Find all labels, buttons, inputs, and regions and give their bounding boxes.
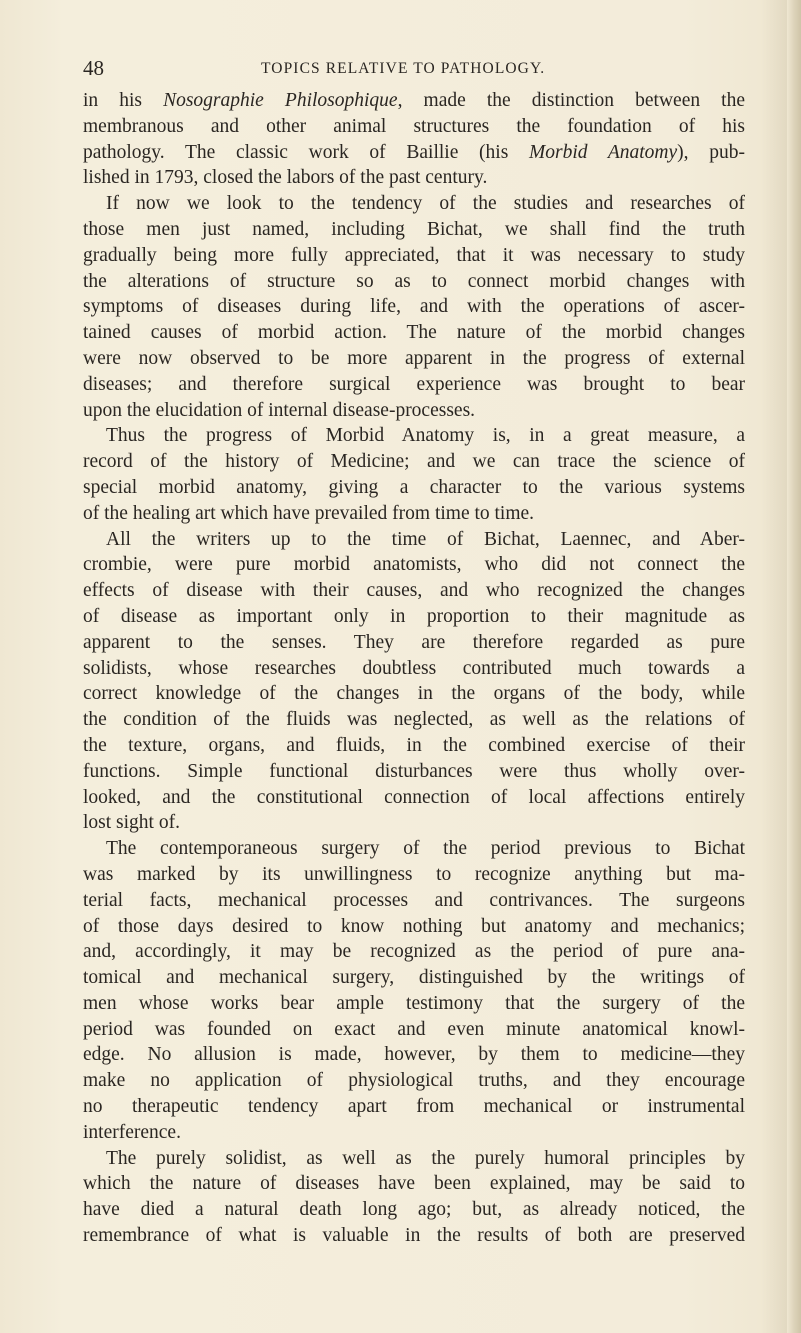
- text-line: of disease as important only in proportion to their magnitude as: [83, 605, 745, 627]
- text-line: of the healing art which have prevailed from time to time.: [83, 502, 535, 524]
- text-line: the condition of the fluids was neglected, as well as the relations of: [83, 709, 745, 731]
- text-line: tomical and mechanical surgery, distinguished by the writings of: [83, 967, 745, 989]
- text-line: looked, and the constitutional connection of local affections entirely: [83, 786, 745, 808]
- text-line: All the writers up to the time of Bichat, Laennec, and Aber-: [106, 528, 745, 550]
- text-line: membranous and other animal structures the foundation of his: [83, 115, 745, 137]
- text-line: correct knowledge of the changes in the organs of the body, while: [83, 683, 745, 705]
- text-line: terial facts, mechanical processes and contrivances. The surgeons: [83, 889, 745, 911]
- text-line: apparent to the senses. They are therefore regarded as pure: [83, 631, 745, 653]
- text-line: the alterations of structure so as to connect morbid changes with: [83, 270, 745, 292]
- text-line: special morbid anatomy, giving a character to the various systems: [83, 476, 745, 498]
- text-line: have died a natural death long ago; but, as already noticed, the: [83, 1199, 745, 1221]
- text-line: Thus the progress of Morbid Anatomy is, in a great measure, a: [106, 425, 745, 447]
- page-number: 48: [83, 56, 104, 80]
- text-line: tained causes of morbid action. The nature of the morbid changes: [83, 322, 745, 344]
- text-line: record of the history of Medicine; and we can trace the science of: [83, 451, 745, 473]
- text-line: in his Nosographie Philosophique, made the distinction between the: [83, 90, 745, 111]
- text-line: symptoms of diseases during life, and with the operations of ascer-: [83, 296, 745, 318]
- text-line: diseases; and therefore surgical experience was brought to bear: [83, 373, 745, 395]
- text-line: which the nature of diseases have been explained, may be said to: [83, 1173, 745, 1195]
- text-line: remembrance of what is valuable in the results of both are preserved: [83, 1225, 745, 1247]
- text-line: and, accordingly, it may be recognized as the period of pure ana-: [83, 941, 745, 963]
- text-line: The contemporaneous surgery of the period previous to Bichat: [106, 838, 745, 860]
- text-line: functions. Simple functional disturbances were thus wholly over-: [83, 760, 745, 782]
- text-line: men whose works bear ample testimony that the surgery of the: [83, 992, 745, 1014]
- text-line: lished in 1793, closed the labors of the past century.: [83, 167, 488, 189]
- text-line: solidists, whose researches doubtless contributed much towards a: [83, 657, 745, 679]
- text-line: The purely solidist, as well as the purely humoral principles by: [106, 1147, 745, 1169]
- text-line: crombie, were pure morbid anatomists, who did not connect the: [83, 554, 745, 576]
- text-line: interference.: [83, 1121, 181, 1143]
- italic-title: Morbid Anatomy: [529, 141, 678, 163]
- text-line: effects of disease with their causes, and who recognized the changes: [83, 580, 745, 602]
- text-line: period was founded on exact and even minute anatomical knowl-: [83, 1018, 745, 1040]
- text-line: If now we look to the tendency of the studies and researches of: [106, 193, 745, 215]
- page-header: [83, 56, 745, 82]
- italic-title: Nosographie Philosophique: [163, 90, 398, 111]
- text-line: the texture, organs, and fluids, in the combined exercise of their: [83, 734, 745, 756]
- text-line: edge. No allusion is made, however, by them to medicine—they: [83, 1044, 745, 1066]
- text-line: make no application of physiological truths, and they encourage: [83, 1070, 745, 1092]
- text-line: gradually being more fully appreciated, that it was necessary to study: [83, 244, 745, 266]
- text-line: lost sight of.: [83, 812, 180, 834]
- text-line: no therapeutic tendency apart from mechanical or instrumental: [83, 1096, 745, 1118]
- text-line: upon the elucidation of internal disease-processes.: [83, 399, 476, 421]
- text-line: those men just named, including Bichat, we shall find the truth: [83, 218, 745, 240]
- text-line: was marked by its unwillingness to recognize anything but ma-: [83, 863, 745, 885]
- text-line: pathology. The classic work of Baillie (his Morbid Anatomy), pub-: [83, 141, 745, 163]
- text-line: of those days desired to know nothing but anatomy and mechanics;: [83, 915, 745, 937]
- body-text: [83, 88, 745, 1249]
- text-line: were now observed to be more apparent in the progress of external: [83, 347, 745, 369]
- page-edge-shadow: [787, 0, 801, 1333]
- running-head: TOPICS RELATIVE TO PATHOLOGY.: [261, 60, 546, 77]
